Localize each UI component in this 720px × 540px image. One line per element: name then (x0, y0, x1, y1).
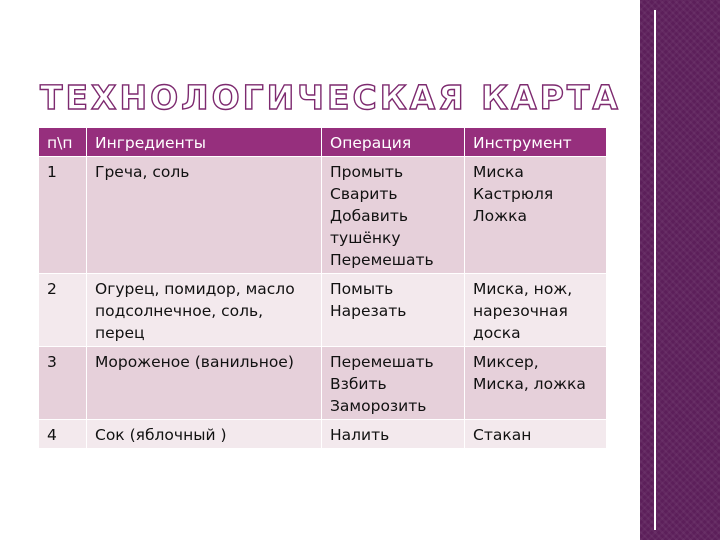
cell-text-line: Греча, соль (95, 163, 190, 181)
tool-cell (465, 157, 607, 274)
cell-text-line: Налить (330, 426, 390, 444)
cell-text-line: Стакан (473, 426, 532, 444)
table-row (39, 347, 607, 420)
operation-cell (322, 347, 465, 420)
header-tool: Инструмент (465, 128, 607, 157)
tech-card-table (38, 127, 607, 449)
cell-text-line: Сварить (330, 185, 398, 203)
cell-text-line: Взбить (330, 375, 387, 393)
cell-text-line: Мороженое (ванильное) (95, 353, 294, 371)
cell-text-line: Кастрюля (473, 185, 554, 203)
cell-text-line: доска (473, 324, 521, 342)
table-row (39, 420, 607, 449)
cell-text-line: нарезочная (473, 302, 568, 320)
cell-text-line: Добавить (330, 207, 409, 225)
row-number: 4 (39, 420, 87, 449)
cell-text-line: Перемешать (330, 251, 434, 269)
cell-text-line: Заморозить (330, 397, 427, 415)
cell-text-line: Миксер, (473, 353, 539, 371)
slide-title: ТЕХНОЛОГИЧЕСКАЯ КАРТА (40, 78, 621, 117)
row-number: 3 (39, 347, 87, 420)
header-operation: Операция (322, 128, 465, 157)
ingredients-cell (87, 347, 322, 420)
sidebar-divider-line (654, 10, 656, 530)
cell-text-line: Миска (473, 163, 524, 181)
cell-text-line: тушёнку (330, 229, 401, 247)
tool-cell (465, 347, 607, 420)
table-row (39, 157, 607, 274)
row-number: 1 (39, 157, 87, 274)
ingredients-cell (87, 420, 322, 449)
row-number: 2 (39, 274, 87, 347)
cell-text-line: Ложка (473, 207, 527, 225)
cell-text-line: Нарезать (330, 302, 407, 320)
ingredients-cell (87, 157, 322, 274)
cell-text-line: Сок (яблочный ) (95, 426, 227, 444)
header-ingredients: Ингредиенты (87, 128, 322, 157)
cell-text-line: Миска, ложка (473, 375, 586, 393)
cell-text-line: Помыть (330, 280, 394, 298)
operation-cell (322, 274, 465, 347)
operation-cell (322, 420, 465, 449)
tool-cell (465, 420, 607, 449)
ingredients-cell (87, 274, 322, 347)
cell-text-line: Миска, нож, (473, 280, 573, 298)
operation-cell (322, 157, 465, 274)
cell-text-line: Огурец, помидор, масло (95, 280, 295, 298)
header-number: п\п (39, 128, 87, 157)
cell-text-line: Промыть (330, 163, 404, 181)
cell-text-line: Перемешать (330, 353, 434, 371)
table-header-row (39, 128, 607, 157)
tool-cell (465, 274, 607, 347)
cell-text-line: перец (95, 324, 145, 342)
table-row (39, 274, 607, 347)
cell-text-line: подсолнечное, соль, (95, 302, 264, 320)
decorative-sidebar (640, 0, 720, 540)
